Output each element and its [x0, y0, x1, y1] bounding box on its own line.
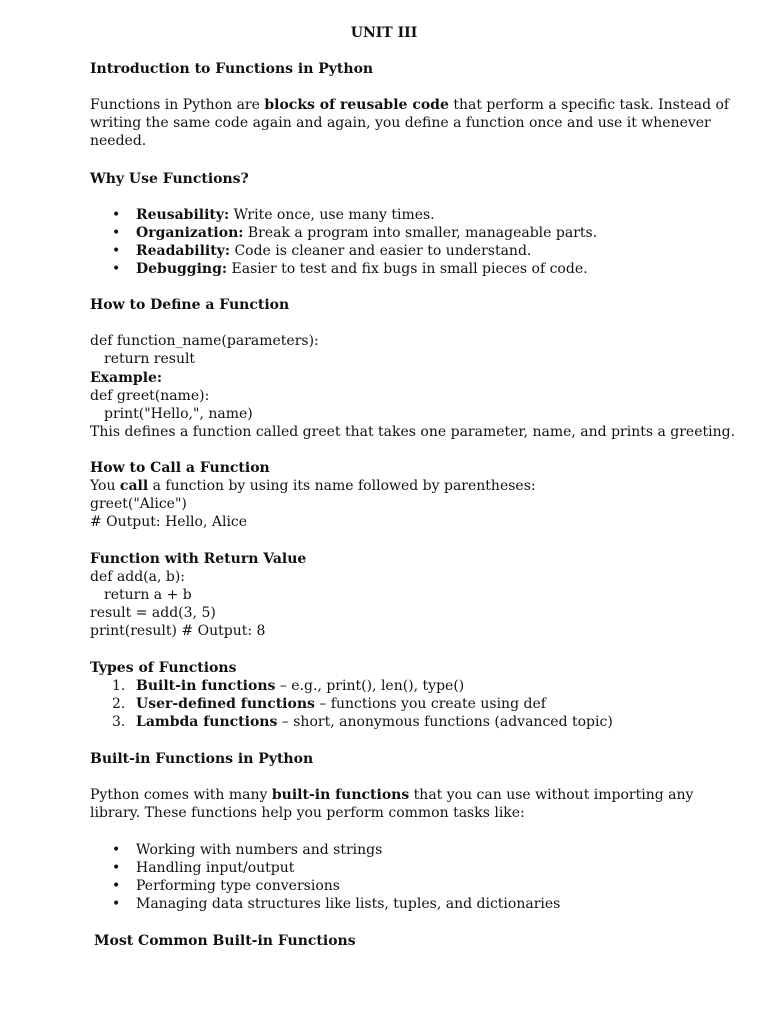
bullet-glyph: •	[112, 842, 121, 858]
item-text: Easier to test and fix bugs in small pieces of code.	[227, 261, 588, 277]
call-text-bold: call	[119, 478, 149, 494]
code-line: def add(a, b):	[90, 569, 185, 585]
item-text: Break a program into smaller, manageable parts.	[243, 225, 598, 241]
intro-paragraph-line-2: writing the same code again and again, you define a function once and use it whenever	[90, 115, 711, 131]
call-heading: How to Call a Function	[90, 460, 270, 476]
item-label: Reusability:	[136, 207, 230, 223]
list-item	[0, 695, 768, 713]
list-item	[0, 242, 768, 260]
intro-text-a: Functions in Python are	[90, 97, 265, 113]
intro-heading: Introduction to Functions in Python	[90, 61, 374, 77]
item-number: 1.	[112, 678, 126, 694]
code-line: return result	[104, 351, 196, 367]
item-label: Organization:	[136, 225, 244, 241]
builtin-text-a: Python comes with many	[90, 787, 272, 803]
bullet-glyph: •	[112, 243, 121, 259]
item-label: Readability:	[136, 243, 230, 259]
code-line: return a + b	[104, 587, 192, 603]
intro-text-bold: blocks of reusable code	[264, 97, 449, 113]
list-item	[0, 224, 768, 242]
item-number: 2.	[112, 696, 126, 712]
call-text-b: a function by using its name followed by parentheses:	[148, 478, 536, 494]
intro-text-b: that perform a specific task. Instead of	[448, 97, 730, 113]
builtin-heading: Built-in Functions in Python	[90, 751, 314, 767]
item-text: Working with numbers and strings	[136, 842, 383, 858]
list-item	[0, 677, 768, 695]
define-description: This defines a function called greet that takes one parameter, name, and prints a greeting.	[90, 424, 736, 440]
types-heading: Types of Functions	[90, 660, 237, 676]
item-text: Performing type conversions	[136, 878, 340, 894]
bullet-glyph: •	[112, 860, 121, 876]
why-heading: Why Use Functions?	[90, 171, 249, 187]
code-line: print("Hello,", name)	[104, 406, 253, 422]
item-label: Debugging:	[136, 261, 228, 277]
item-text: Managing data structures like lists, tuples, and dictionaries	[136, 896, 561, 912]
item-number: 3.	[112, 714, 126, 730]
list-item	[0, 206, 768, 224]
item-text: Code is cleaner and easier to understand.	[230, 243, 532, 259]
unit-title: UNIT III	[350, 25, 418, 41]
call-text-a: You	[90, 478, 120, 494]
builtin-text-bold: built-in functions	[271, 787, 410, 803]
code-line: greet("Alice")	[90, 496, 187, 512]
code-line: # Output: Hello, Alice	[90, 514, 248, 530]
define-heading: How to Define a Function	[90, 297, 290, 313]
list-item	[0, 895, 768, 913]
code-line: result = add(3, 5)	[90, 605, 216, 621]
common-functions-heading: Most Common Built-in Functions	[94, 933, 356, 949]
list-item	[0, 859, 768, 877]
item-label: Built-in functions	[136, 678, 276, 694]
builtin-text-b: that you can use without importing any	[409, 787, 694, 803]
item-text: – e.g., print(), len(), type()	[275, 678, 465, 694]
code-line: def function_name(parameters):	[90, 333, 319, 349]
list-item	[0, 260, 768, 278]
call-description	[90, 477, 536, 495]
return-heading: Function with Return Value	[90, 551, 307, 567]
list-item	[0, 713, 768, 731]
item-text: – short, anonymous functions (advanced topic)	[277, 714, 613, 730]
example-label: Example:	[90, 370, 163, 386]
item-label: User-defined functions	[136, 696, 315, 712]
item-text: Write once, use many times.	[229, 207, 435, 223]
builtin-paragraph-line-2: library. These functions help you perform common tasks like:	[90, 805, 525, 821]
bullet-glyph: •	[112, 896, 121, 912]
list-item	[0, 877, 768, 895]
bullet-glyph: •	[112, 225, 121, 241]
code-line: def greet(name):	[90, 388, 210, 404]
bullet-glyph: •	[112, 878, 121, 894]
intro-paragraph-line-1	[90, 96, 729, 114]
code-line: print(result) # Output: 8	[90, 623, 266, 639]
list-item	[0, 841, 768, 859]
item-label: Lambda functions	[136, 714, 278, 730]
intro-paragraph-line-3: needed.	[90, 133, 147, 149]
builtin-paragraph-line-1	[90, 786, 693, 804]
item-text: Handling input/output	[136, 860, 295, 876]
item-text: – functions you create using def	[314, 696, 546, 712]
bullet-glyph: •	[112, 207, 121, 223]
bullet-glyph: •	[112, 261, 121, 277]
